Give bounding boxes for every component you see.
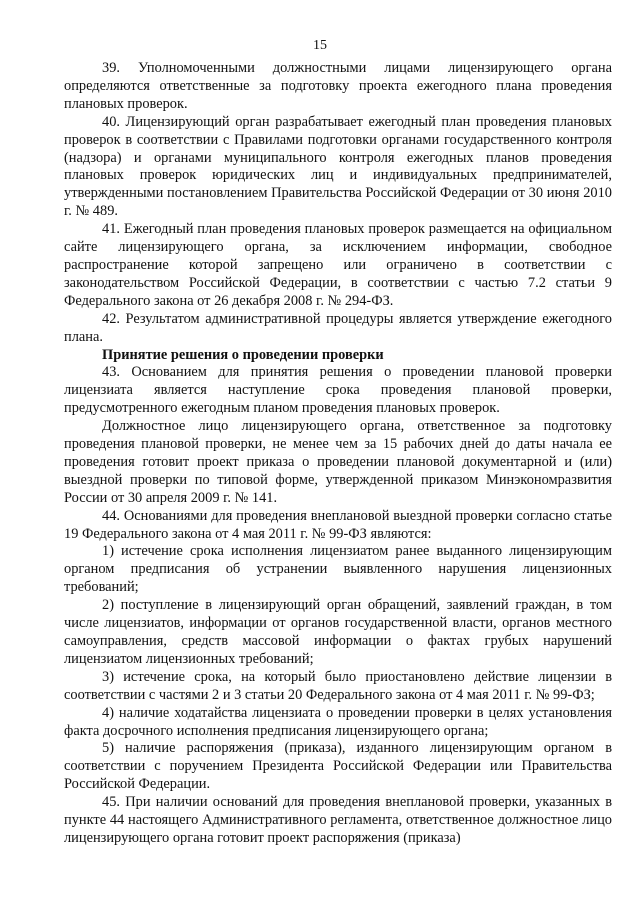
- paragraph-42: 42. Результатом административной процедуры является утверждение ежегодного плана.: [64, 310, 612, 345]
- paragraph-43-continued: Должностное лицо лицензирующего органа, ответственное за подготовку проведения плановой проверки, не менее чем за 15 рабочих дней до даты начала ее проведения готовит проект приказа о проведении плановой документарной и (или) выездной проверки по типовой форме, утвержденной приказом Минэкономразвития России от 30 апреля 2009 г. № 141.: [64, 418, 612, 506]
- list-item-4: 4) наличие ходатайства лицензиата о проведении проверки в целях установления факта досрочного исполнения предписания лицензирующего органа;: [64, 704, 612, 739]
- list-item-3: 3) истечение срока, на который было приостановлено действие лицензии в соответствии с частями 2 и 3 статьи 20 Федерального закона от 4 мая 2011 г. № 99-ФЗ;: [64, 668, 612, 703]
- paragraph-43: 43. Основанием для принятия решения о проведении плановой проверки лицензиата является наступление срока проведения плановой проверки, предусмотренного ежегодным планом проведения плановых проверок.: [64, 364, 612, 417]
- list-item-5: 5) наличие распоряжения (приказа), изданного лицензирующим органом в соответствии с поручением Президента Российской Федерации или Правительства Российской Федерации.: [64, 740, 612, 793]
- list-item-2: 2) поступление в лицензирующий орган обращений, заявлений граждан, в том числе лицензиатов, информации от органов государственной власти, органов местного самоуправления, средств массовой информации о фактах грубых нарушений лицензиатом лицензионных требований;: [64, 597, 612, 667]
- paragraph-44: 44. Основаниями для проведения внеплановой выездной проверки согласно статье 19 Федерального закона от 4 мая 2011 г. № 99-ФЗ являются:: [64, 507, 612, 542]
- paragraph-45: 45. При наличии оснований для проведения внеплановой проверки, указанных в пункте 44 настоящего Административного регламента, ответственное должностное лицо лицензирующего органа готовит проект распоряжения (приказа): [64, 794, 612, 846]
- paragraph-40: 40. Лицензирующий орган разрабатывает ежегодный план проведения плановых проверок в соответствии с Правилами подготовки органами государственного контроля (надзора) и органами муниципального контроля ежегодных планов проведения плановых проверок юридических лиц и индивидуальных предпринимателей, утвержденными постановлением Правительства Российской Федерации от 30 июня 2010 г. № 489.: [64, 113, 612, 220]
- document-body: [64, 60, 612, 848]
- page-number: 15: [313, 38, 327, 53]
- section-heading: Принятие решения о проведении проверки: [102, 346, 384, 363]
- paragraph-39: 39. Уполномоченными должностными лицами лицензирующего органа определяются ответственные за подготовку проекта ежегодного плана проведения плановых проверок.: [64, 60, 612, 112]
- list-item-1: 1) истечение срока исполнения лицензиатом ранее выданного лицензирующим органом предписания об устранении выявленного нарушения лицензионных требований;: [64, 543, 612, 596]
- paragraph-41: 41. Ежегодный план проведения плановых проверок размещается на официальном сайте лицензирующего органа, за исключением информации, свободное распространение которой запрещено или ограничено в соответствии с законодательством Российской Федерации, в соответствии с частью 7.2 статьи 9 Федерального закона от 26 декабря 2008 г. № 294-ФЗ.: [64, 221, 612, 309]
